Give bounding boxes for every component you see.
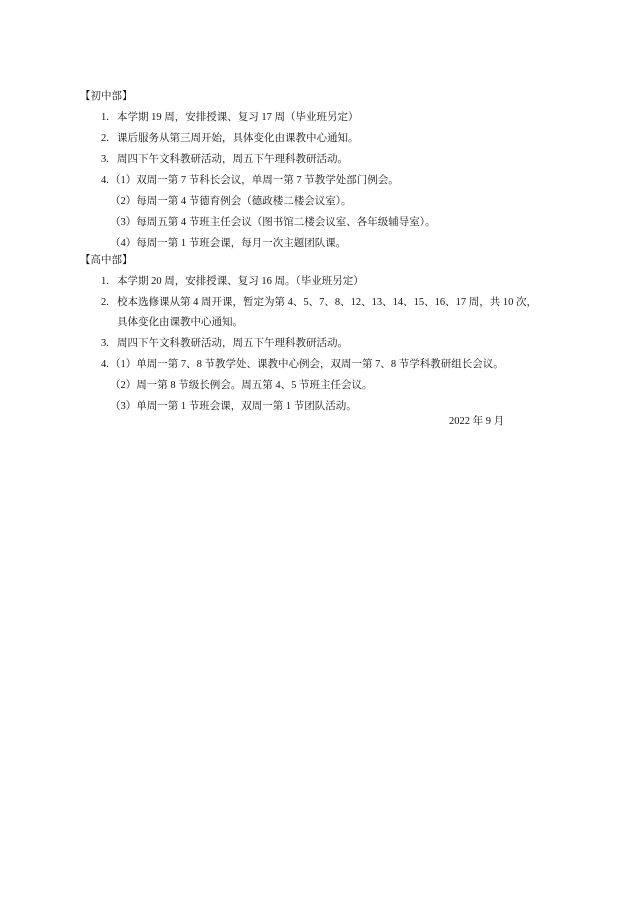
senior-heading: 【高中部】 xyxy=(80,255,133,266)
item-text: （1）单周一第 7、8 节教学处、课教中心例会，双周一第 7、8 节学科教研组长会议。 xyxy=(110,359,504,370)
item-number: 1. xyxy=(101,112,109,123)
sub-item: （3）每周五第 4 节班主任会议（图书馆二楼会议室、各年级辅导室）。 xyxy=(110,217,436,228)
item-number: 3. xyxy=(101,154,109,165)
sub-item: （3）单周一第 1 节班会课，双周一第 1 节团队活动。 xyxy=(110,401,357,412)
sub-item: （2）周一第 8 节级长例会。周五第 4、5 节班主任会议。 xyxy=(110,380,373,391)
sub-item: （2）每周一第 4 节德育例会（德政楼二楼会议室）。 xyxy=(110,196,352,207)
item-number: 3. xyxy=(101,338,109,349)
sub-item: （4）每周一第 1 节班会课，每月一次主题团队课。 xyxy=(110,238,347,249)
document-date: 2022 年 9 月 xyxy=(449,416,505,427)
item-text: 本学期 19 周，安排授课、复习 17 周（毕业班另定） xyxy=(117,112,359,123)
item-number: 4. xyxy=(101,175,109,186)
item-text: 课后服务从第三周开始，具体变化由课教中心通知。 xyxy=(117,133,359,144)
item-number: 4. xyxy=(101,359,109,370)
item-number: 2. xyxy=(101,133,109,144)
item-continuation: 具体变化由课教中心通知。 xyxy=(117,317,243,328)
item-text: 周四下午文科教研活动，周五下午理科教研活动。 xyxy=(117,338,348,349)
item-text: 校本选修课从第 4 周开课，暂定为第 4、5、7、8、12、13、14、15、16、17 周，共 10 次， xyxy=(117,297,537,308)
item-text: （1）双周一第 7 节科长会议，单周一第 7 节教学处部门例会。 xyxy=(110,175,399,186)
item-text: 周四下午文科教研活动，周五下午理科教研活动。 xyxy=(117,154,348,165)
junior-heading: 【初中部】 xyxy=(80,91,133,102)
item-number: 2. xyxy=(101,297,109,308)
item-text: 本学期 20 周，安排授课、复习 16 周。（毕业班另定） xyxy=(117,276,364,287)
item-number: 1. xyxy=(101,276,109,287)
